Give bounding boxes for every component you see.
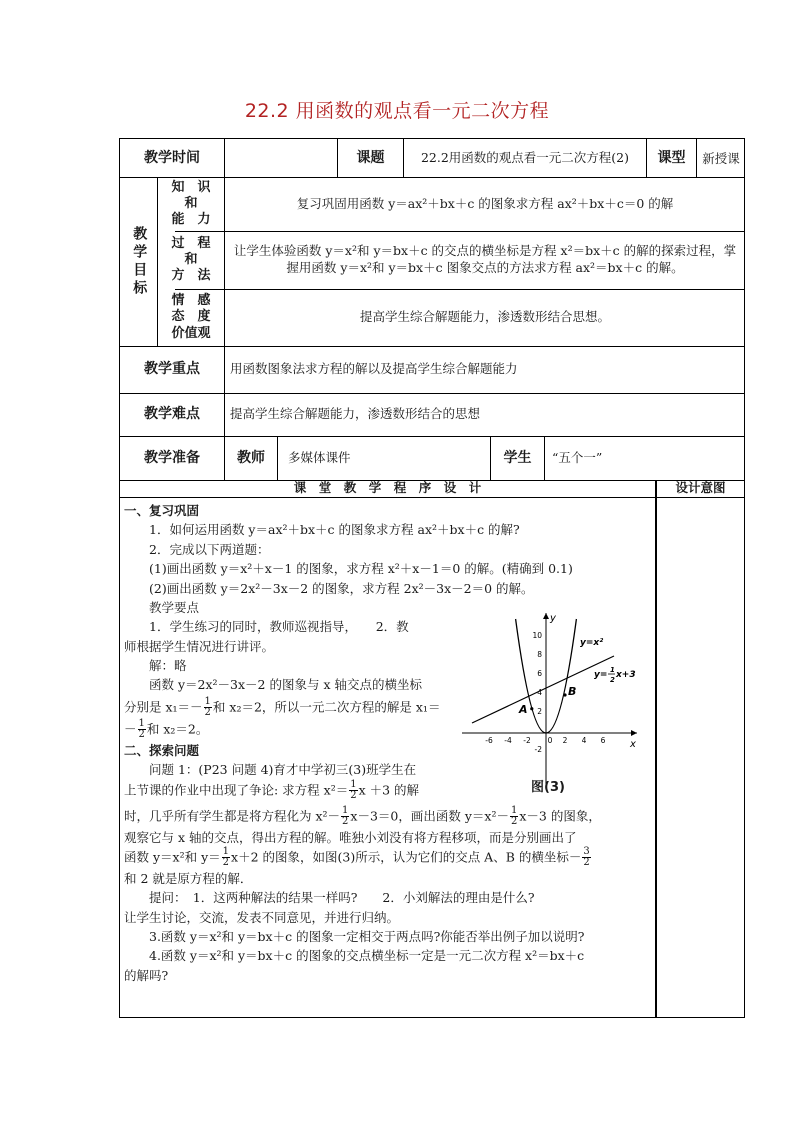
function-graph-figure xyxy=(462,609,642,789)
type-label: 课型 xyxy=(657,149,686,166)
goals-label xyxy=(120,177,157,346)
difficulty-label: 教学难点 xyxy=(144,406,200,423)
parabola-label: y=x² xyxy=(580,638,604,648)
x-tick-neg2: -2 xyxy=(523,736,531,745)
x-tick-0: 0 xyxy=(547,736,553,745)
attitude-text: 提高学生综合解题能力，渗透数形结合思想。 xyxy=(359,309,610,325)
time-value xyxy=(225,139,337,177)
point-a-label: A xyxy=(519,703,528,716)
question-line: 上节课的作业中出现了争论: 求方程 x²＝ $\frac{1}{2}$ x ＋3 的解 xyxy=(124,778,420,801)
lesson-body: 一、复习巩固 1．如何运用函数 y＝ax²＋bx＋c 的图象求方程 ax²＋bx＋c 的解? 2．完成以下两道题： (1)画出函数 y＝x²＋x－1 的图象，求方程 x²＋x－1＝0 的解。(精确到 0.1) (2)画出函数 y＝2x²－3x－2 的图象，求方程 2x²－3x－2＝0 的解。 教学要点 1．学生练习的同时，教师巡视指导， 2．教 师根据学生情况进行讲评。 解：略 函数 y＝2x²－3x－2 的图象与 x 轴交点的横坐标 分别是 x₁＝－ $\frac{1}{2}$ 和 x₂＝2，所以一元二次方程的解是 x₁＝ － $\frac{1}{2}$ 和 x₂＝2。 二、探索问题 问题 1：(P23 问题 4)育才中学初三(3)班学生在 上节课的作业中出现了争论: 求方程 x²＝ $\frac{1}{2}$ x ＋3 的解 时，几乎所有学生都是将方程化为 x²－ $\frac{1}{2}$ x－3＝0，画出函数 y＝x²－ $\frac{1}{2}$ x－3 的图象， 观察它与 x 轴的交点，得出方程的解。唯独小刘没有将方程移项，而是分别画出了 函数 y＝x²和 y＝ $\frac{1}{2}$ x＋2 的图象，如图(3)所示，认为它们的交点 A、B 的横坐标－ $\frac{3}{2}$ 和 2 就是原方程的解． 提问： 1．这两种解法的结果一样吗? 2．小刘解法的理由是什么? 让学生讨论，交流，发表不同意见，并进行归纳。 3.函数 y＝x²和 y＝bx＋c 的图象一定相交于两点吗?你能否举出例子加以说明? 4.函数 y＝x²和 y＝bx＋c 的图象的交点横坐标一定是一元二次方程 x²＝bx＋c 的解吗? xyxy=(124,501,679,985)
y-tick-6: 6 xyxy=(537,669,542,678)
process-text: 让学生体验函数 y＝x²和 y＝bx＋c 的交点的横坐标是方程 x²＝bx＋c 的解的探索过程，掌握用函数 y＝x²和 y＝bx＋c 图象交点的方法求方程 ax²＝bx＋c 的解。 xyxy=(233,243,737,275)
x-tick-2: 2 xyxy=(562,736,568,745)
prep-label: 教学准备 xyxy=(144,449,200,466)
y-tick-10: 10 xyxy=(532,631,542,640)
topic-value: 22.2用函数的观点看一元二次方程(2) xyxy=(420,149,630,165)
liu-line: 函数 y＝x²和 y＝ $\frac{1}{2}$ x＋2 的图象，如图(3)所示，认为它们的交点 A、B 的横坐标－ $\frac{3}{2}$ xyxy=(124,845,590,869)
difficulty-text: 提高学生综合解题能力，渗透数形结合的思想 xyxy=(230,406,481,422)
y-axis-arrow xyxy=(543,613,549,619)
solution-line-2: － $\frac{1}{2}$ 和 x₂＝2。 xyxy=(124,717,209,741)
point-b-label: B xyxy=(568,685,577,698)
section-review-title: 一、复习巩固 xyxy=(124,503,200,518)
y-tick-8: 8 xyxy=(537,650,542,659)
intersection-a xyxy=(530,707,533,710)
line-label xyxy=(594,666,636,684)
y-tick-2: 2 xyxy=(537,707,542,716)
document-title: 22.2 用函数的观点看一元二次方程 xyxy=(244,100,550,122)
student-label: 学生 xyxy=(503,449,532,466)
student-value: “五个一” xyxy=(552,449,603,465)
method-line: 时，几乎所有学生都是将方程化为 x²－ $\frac{1}{2}$ x－3＝0，画出函数 y＝x²－ $\frac{1}{2}$ x－3 的图象， xyxy=(124,804,601,827)
svg-text:2: 2 xyxy=(610,676,615,684)
topic-label: 课题 xyxy=(356,149,385,166)
time-label: 教学时间 xyxy=(144,149,200,166)
teacher-label: 教师 xyxy=(237,449,265,466)
x-axis-label: x xyxy=(630,739,636,750)
knowledge-label: 知 识 和 能 力 xyxy=(171,179,211,228)
svg-text:x+3: x+3 xyxy=(616,670,636,680)
x-axis-arrow xyxy=(631,730,637,736)
figure-caption: 图(3) xyxy=(531,780,565,795)
intent-header: 设计意图 xyxy=(675,480,726,496)
x-tick-6: 6 xyxy=(600,736,606,745)
x-tick-neg6: -6 xyxy=(485,736,493,745)
attitude-label: 情 感 态 度 价值观 xyxy=(171,293,211,341)
key-text: 用函数图象法求方程的解以及提高学生综合解题能力 xyxy=(230,361,518,377)
svg-text:y=: y= xyxy=(594,670,608,680)
svg-text:1: 1 xyxy=(610,666,615,674)
design-header: 课 堂 教 学 程 序 设 计 xyxy=(293,480,482,496)
intersection-b xyxy=(563,693,566,696)
solution-line: 分别是 x₁＝－ $\frac{1}{2}$ 和 x₂＝2，所以一元二次方程的解是 x₁＝ xyxy=(124,695,441,719)
x-tick-4: 4 xyxy=(581,736,587,745)
section-explore-title: 二、探索问题 xyxy=(124,742,200,758)
x-tick-neg4: -4 xyxy=(504,736,512,745)
type-value: 新授课 xyxy=(702,150,740,166)
y-tick-neg2: -2 xyxy=(534,745,542,754)
process-label: 过 程 和 方 法 xyxy=(171,235,211,284)
line-curve xyxy=(472,656,614,723)
knowledge-text: 复习巩固用函数 y＝ax²＋bx＋c 的图象求方程 ax²＋bx＋c＝0 的解 xyxy=(296,195,674,211)
teacher-value: 多媒体课件 xyxy=(288,449,351,465)
lesson-plan-table xyxy=(119,138,745,1018)
goals-label-text: 教学目标 xyxy=(131,225,148,298)
key-label: 教学重点 xyxy=(144,361,200,378)
y-axis-label: y xyxy=(550,613,556,624)
y-tick-4: 4 xyxy=(537,688,542,697)
